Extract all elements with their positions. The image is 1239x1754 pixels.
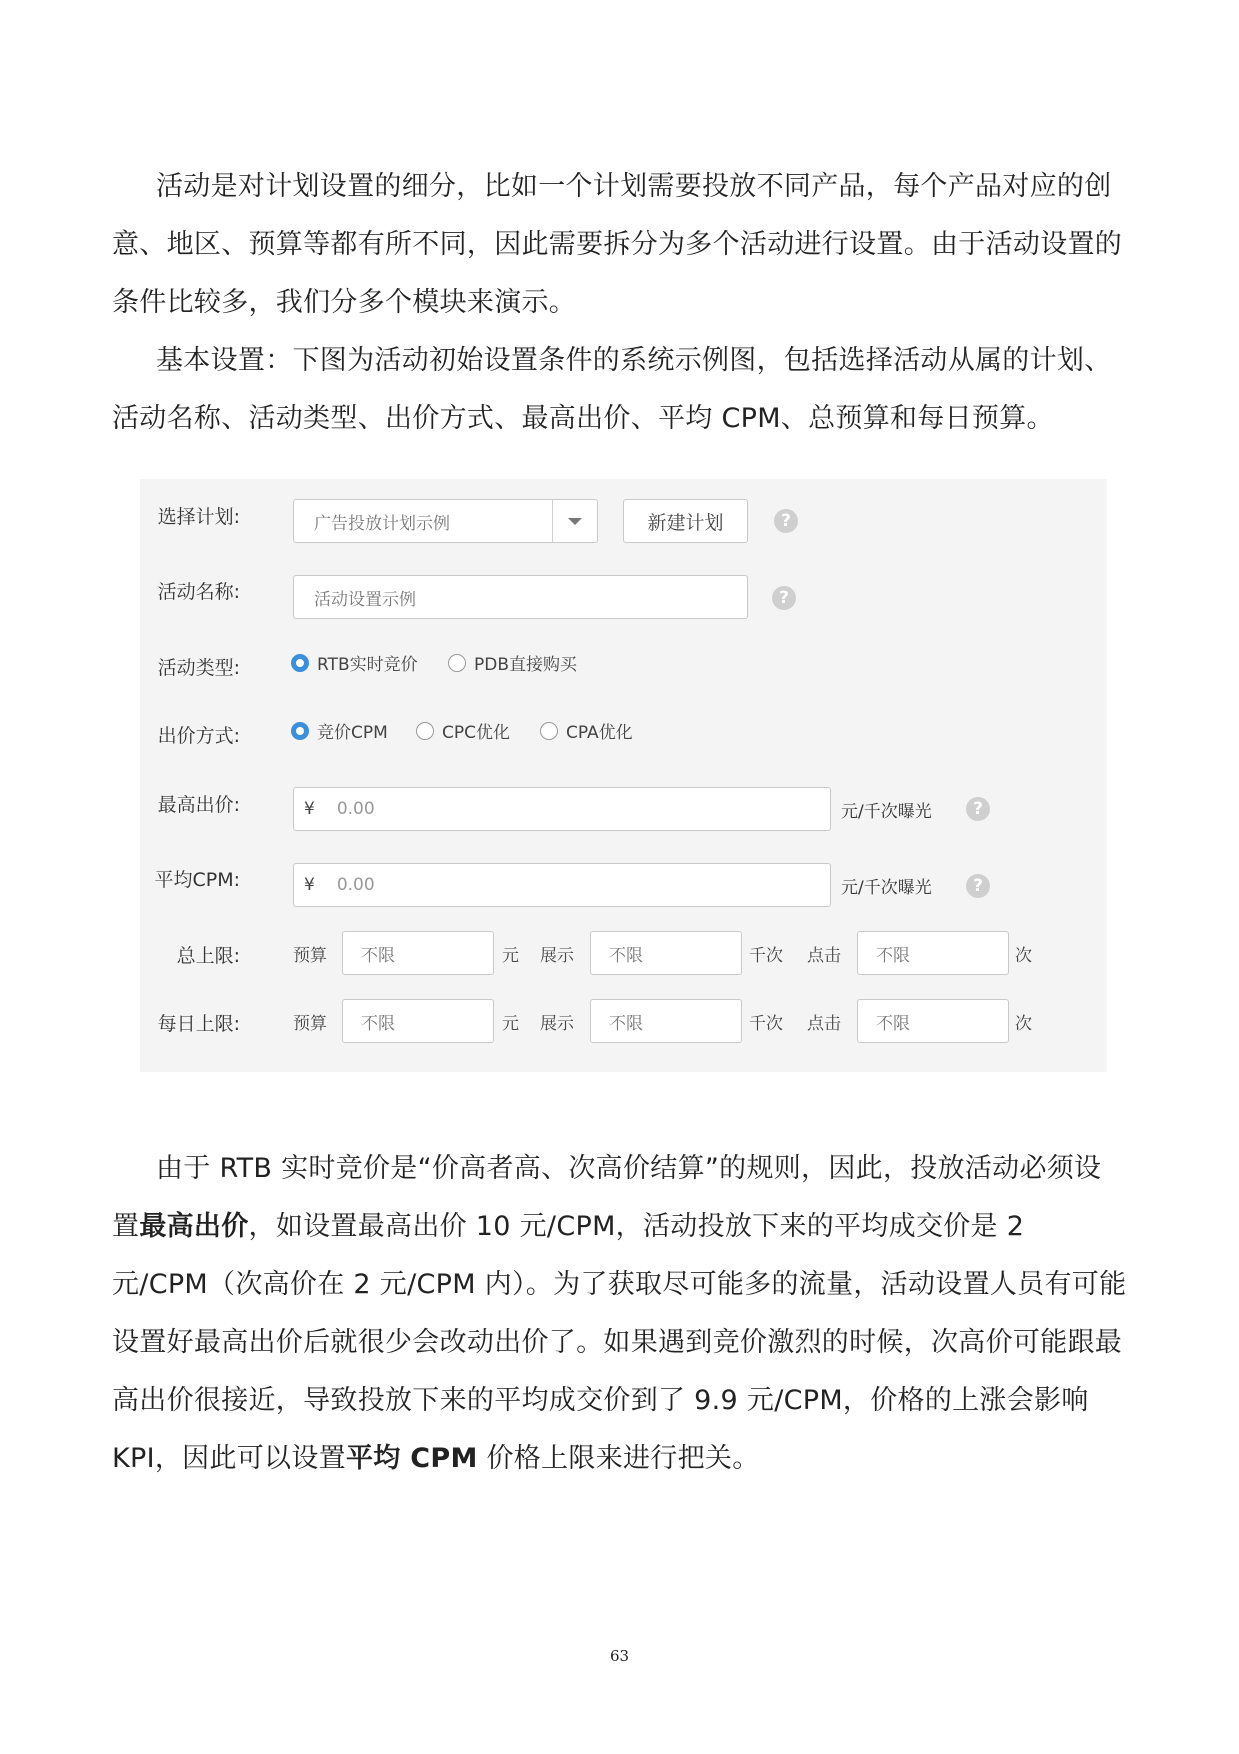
new-plan-button[interactable]: 新建计划: [623, 499, 748, 543]
daily-clicks-unit: 次: [1015, 1014, 1032, 1034]
daily-limit-label: 每日上限:: [157, 1013, 240, 1035]
plan-label: 选择计划:: [157, 506, 240, 528]
daily-impressions-label: 展示: [540, 1014, 574, 1034]
help-icon[interactable]: ?: [774, 509, 798, 533]
radio-selected-icon: [291, 654, 309, 672]
avg-cpm-label: 平均CPM:: [154, 869, 240, 891]
daily-clicks-label: 点击: [807, 1014, 841, 1034]
daily-clicks-input[interactable]: 不限: [857, 999, 1009, 1043]
daily-impressions-unit: 千次: [749, 1014, 783, 1034]
total-limit-label: 总上限:: [176, 945, 240, 967]
campaign-name-input[interactable]: 活动设置示例: [293, 575, 748, 619]
bid-label: 出价方式:: [157, 725, 240, 747]
radio-cpm[interactable]: 竞价CPM: [291, 718, 388, 743]
radio-cpc[interactable]: CPC优化: [416, 718, 510, 743]
avg-cpm-input[interactable]: ¥ 0.00: [293, 863, 831, 907]
daily-budget-unit: 元: [502, 1014, 519, 1034]
total-impressions-unit: 千次: [749, 946, 783, 966]
intro-paragraph-1: 活动是对计划设置的细分，比如一个计划需要投放不同产品，每个产品对应的创意、地区、预算等都有所不同，因此需要拆分为多个活动进行设置。由于活动设置的条件比较多，我们分多个模块来演示。: [112, 171, 1123, 318]
campaign-settings-panel: [140, 479, 1107, 1072]
avg-cpm-unit: 元/千次曝光: [841, 878, 932, 898]
radio-empty-icon: [540, 722, 558, 740]
daily-budget-input[interactable]: 不限: [342, 999, 494, 1043]
intro-paragraph-2: 基本设置：下图为活动初始设置条件的系统示例图，包括选择活动从属的计划、活动名称、活动类型、出价方式、最高出价、平均 CPM、总预算和每日预算。: [112, 345, 1112, 434]
radio-rtb[interactable]: RTB实时竞价: [291, 650, 418, 675]
total-clicks-input[interactable]: 不限: [857, 931, 1009, 975]
daily-budget-label: 预算: [293, 1014, 327, 1034]
total-clicks-unit: 次: [1015, 946, 1032, 966]
name-label: 活动名称:: [157, 581, 240, 603]
total-clicks-label: 点击: [807, 946, 841, 966]
max-bid-label: 最高出价:: [157, 794, 240, 816]
max-bid-input[interactable]: ¥ 0.00: [293, 787, 831, 831]
plan-select-value: 广告投放计划示例: [314, 513, 450, 534]
body-paragraph: 由于 RTB 实时竞价是“价高者高、次高价结算”的规则，因此，投放活动必须设置最高出价，如设置最高出价 10 元/CPM，活动投放下来的平均成交价是 2 元/CPM（次高价在 2 元/CPM 内）。为了获取尽可能多的流量，活动设置人员有可能设置好最高出价后就很少会改动出价了。如果遇到竞价激烈的时候，次高价可能跟最高出价很接近，导致投放下来的平均成交价到了 9.9 元/CPM，价格的上涨会影响 KPI，因此可以设置平均 CPM 价格上限来进行把关。: [112, 1153, 1127, 1474]
total-impressions-input[interactable]: 不限: [590, 931, 742, 975]
radio-empty-icon: [416, 722, 434, 740]
total-budget-label: 预算: [293, 946, 327, 966]
total-budget-input[interactable]: 不限: [342, 931, 494, 975]
radio-empty-icon: [448, 654, 466, 672]
daily-impressions-input[interactable]: 不限: [590, 999, 742, 1043]
bold-avg-cpm: 平均 CPM: [345, 1443, 478, 1474]
radio-cpa[interactable]: CPA优化: [540, 718, 633, 743]
help-icon[interactable]: ?: [966, 874, 990, 898]
plan-select[interactable]: [293, 499, 598, 543]
help-icon[interactable]: ?: [966, 797, 990, 821]
total-budget-unit: 元: [502, 946, 519, 966]
currency-symbol: ¥: [304, 799, 315, 819]
page-number: 63: [609, 1647, 630, 1665]
bold-max-bid: 最高出价: [139, 1211, 249, 1242]
currency-symbol: ¥: [304, 875, 315, 895]
radio-pdb[interactable]: PDB直接购买: [448, 650, 577, 675]
max-bid-unit: 元/千次曝光: [841, 802, 932, 822]
dropdown-caret-icon: [568, 518, 582, 525]
radio-selected-icon: [291, 722, 309, 740]
total-impressions-label: 展示: [540, 946, 574, 966]
type-label: 活动类型:: [157, 657, 240, 679]
help-icon[interactable]: ?: [772, 586, 796, 610]
